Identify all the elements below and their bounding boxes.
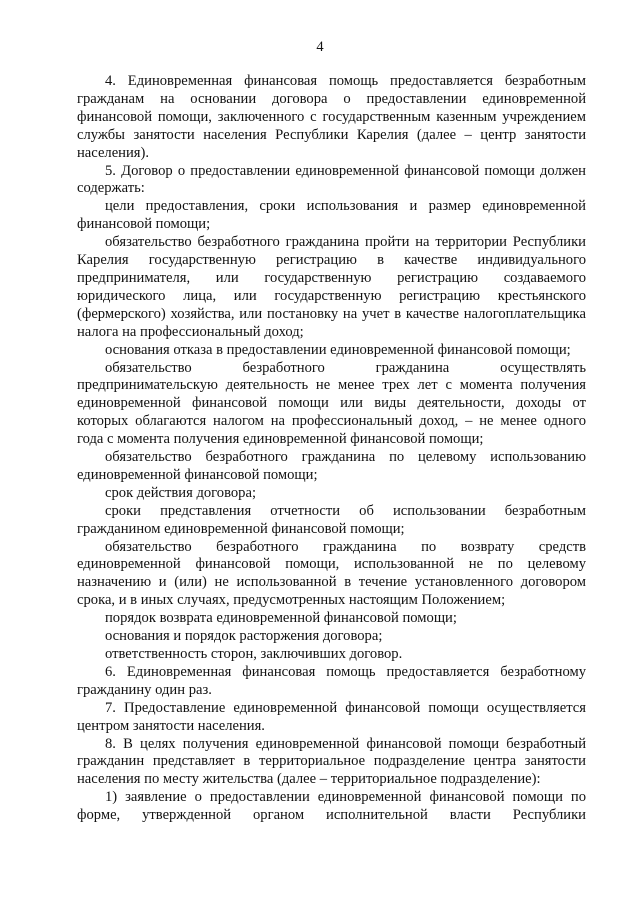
paragraph-item-8-subitem-1: 1) заявление о предоставлении единовременной финансовой помощи по форме, утвержденной органом исполнительной власти Республики — [77, 789, 586, 824]
paragraph-item-7: 7. Предоставление единовременной финансовой помощи осуществляется центром занятости населения. — [77, 699, 586, 734]
paragraph-item-8: 8. В целях получения единовременной финансовой помощи безработный гражданин представляет в территориальное подразделение центра занятости населения по месту жительства (далее – территориальное подразделение): — [77, 735, 586, 788]
contract-term-targeted-use: обязательство безработного гражданина по целевому использованию единовременной финансовой помощи; — [77, 449, 586, 483]
contract-term-refund-procedure: порядок возврата единовременной финансовой помощи; — [105, 610, 457, 627]
paragraph-item-4: 4. Единовременная финансовая помощь предоставляется безработным гражданам на основании договора о предоставлении единовременной финансовой помощи, заключенного с государственным казенным учреждением службы занятости населения Республики Карелия (далее – центр занятости населения). — [77, 73, 586, 161]
contract-term-registration: обязательство безработного гражданина пройти на территории Республики Карелия государственную регистрацию в качестве индивидуального предпринимателя, или государственную регистрацию создаваемого юридического лица, или государственную регистрацию крестьянского (фермерского) хозяйства, или постановку на учет в качестве налогоплательщика налога на профессиональный доход; — [77, 234, 586, 340]
page-number: 4 — [316, 39, 324, 55]
contract-term-business-duration: обязательство безработного гражданина осуществлять предпринимательскую деятельность не менее трех лет с момента получения единовременной финансовой помощи или виды деятельности, доходы от которых облагаются налогом на профессиональный доход, – не менее одного года с момента получения единовременной финансовой помощи; — [77, 359, 586, 448]
contract-term-refund-obligation: обязательство безработного гражданина по возврату средств единовременной финансовой помощи, использованной не по целевому назначению и (или) не использованной в течение установленного договором срока, и в иных случаях, предусмотренных настоящим Положением; — [77, 538, 586, 609]
contract-term-refusal-grounds: основания отказа в предоставлении единовременной финансовой помощи; — [105, 341, 571, 358]
contract-term-validity: срок действия договора; — [105, 484, 256, 501]
paragraph-item-6: 6. Единовременная финансовая помощь предоставляется безработному гражданину один раз. — [77, 663, 586, 698]
contract-term-goals: цели предоставления, сроки использования и размер единовременной финансовой помощи; — [77, 198, 586, 233]
contract-term-liability: ответственность сторон, заключивших договор. — [105, 646, 403, 662]
contract-term-reporting: сроки представления отчетности об использовании безработным гражданином единовременной финансовой помощи; — [77, 502, 586, 537]
paragraph-item-5: 5. Договор о предоставлении единовременной финансовой помощи должен содержать: — [77, 162, 586, 197]
contract-term-termination: основания и порядок расторжения договора; — [105, 628, 383, 645]
document-body — [77, 73, 586, 825]
